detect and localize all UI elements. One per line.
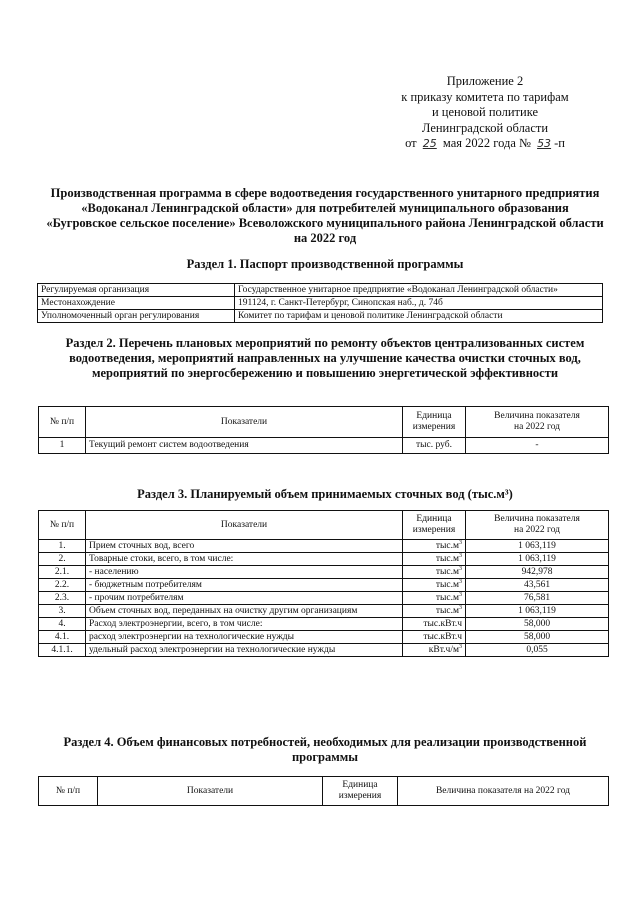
date-middle: мая 2022 года № — [442, 136, 531, 150]
header-unit-line1: Единица — [416, 514, 452, 524]
header-indicator: Показатели — [86, 407, 403, 438]
main-title — [40, 186, 610, 246]
row-name: - прочим потребителям — [86, 592, 403, 605]
row-unit: $тыс.м^3$ — [403, 540, 466, 553]
passport-table — [37, 283, 603, 323]
header-num: № п/п — [39, 511, 86, 540]
row-num: 4. — [39, 618, 86, 631]
row-unit: $тыс.м^3$ — [403, 605, 466, 618]
section1-title: Раздел 1. Паспорт производственной программы — [186, 257, 464, 271]
row-value: 76,581 — [466, 592, 609, 605]
row-value: 58,000 — [466, 631, 609, 644]
row-name: Расход электроэнергии, всего, в том числе: — [86, 618, 403, 631]
table-header-row — [39, 777, 609, 806]
section2-title-line1: Раздел 2. Перечень плановых мероприятий по ремонту объектов централизованных систем — [65, 336, 585, 350]
table-row — [39, 579, 609, 592]
header-value-line2: на 2022 год — [513, 525, 561, 535]
order-day: 25 — [422, 137, 437, 150]
section2-title-line2: водоотведения, мероприятий направленных на улучшение качества очистки сточных вод, — [69, 351, 581, 365]
header-unit-line2: измерения — [338, 791, 382, 801]
passport-label: Регулируемая организация — [38, 284, 235, 297]
appendix-line2: к приказу комитета по тарифам — [401, 89, 569, 104]
measures-table — [38, 406, 609, 454]
header-value-line1: Величина показателя — [494, 514, 580, 524]
section4-title-line1: Раздел 4. Объем финансовых потребностей, необходимых для реализации производственной — [63, 735, 587, 749]
table-header-row — [39, 407, 609, 438]
row-num: 2.3. — [39, 592, 86, 605]
row-num: 2.2. — [39, 579, 86, 592]
header-value — [466, 511, 609, 540]
section2-title — [40, 336, 610, 381]
row-unit: $тыс.м^3$ — [403, 592, 466, 605]
table-row — [39, 566, 609, 579]
passport-value: 191124, г. Санкт-Петербург, Синопская наб., д. 74б — [235, 297, 603, 310]
table-row — [39, 631, 609, 644]
passport-label: Уполномоченный орган регулирования — [38, 310, 235, 323]
table-row — [39, 605, 609, 618]
table-row — [39, 644, 609, 657]
appendix-line3: и ценовой политике — [431, 105, 539, 119]
passport-label: Местонахождение — [38, 297, 235, 310]
section2-title-line3: мероприятий по энергосбережению и повышению энергетической эффективности — [91, 366, 559, 380]
row-value: - — [466, 438, 609, 454]
header-unit-line2: измерения — [412, 422, 456, 432]
header-unit-line1: Единица — [416, 411, 452, 421]
row-num: 3. — [39, 605, 86, 618]
header-unit — [403, 511, 466, 540]
main-title-line2: «Водоканал Ленинградской области» для потребителей муниципального образования — [81, 201, 569, 215]
table-row — [39, 618, 609, 631]
date-prefix: от — [405, 136, 417, 150]
section4-title-line2: программы — [291, 750, 359, 764]
table-row — [39, 540, 609, 553]
header-unit — [323, 777, 398, 806]
row-name: Текущий ремонт систем водоотведения — [86, 438, 403, 454]
appendix-line4: Ленинградской области — [421, 120, 549, 135]
appendix-line1: Приложение 2 — [446, 74, 524, 88]
header-unit — [403, 407, 466, 438]
row-unit: $тыс.м^3$ — [403, 579, 466, 592]
row-name: Объем сточных вод, переданных на очистку другим организациям — [86, 605, 403, 618]
row-name: - бюджетным потребителям — [86, 579, 403, 592]
row-unit: $тыс.м^3$ — [403, 553, 466, 566]
row-num: 2. — [39, 553, 86, 566]
row-value: 58,000 — [466, 618, 609, 631]
order-suffix: -п — [554, 136, 565, 150]
table-row — [39, 438, 609, 454]
wastewater-table — [38, 510, 609, 657]
table-row — [38, 297, 603, 310]
row-unit: $тыс.м^3$ — [403, 566, 466, 579]
row-unit: тыс. руб. — [403, 438, 466, 454]
row-name: Прием сточных вод, всего — [86, 540, 403, 553]
header-unit-line2: измерения — [412, 525, 456, 535]
main-title-line1: Производственная программа в сфере водоотведения государственного унитарного предприятия — [50, 186, 600, 200]
row-num: 2.1. — [39, 566, 86, 579]
row-num: 4.1.1. — [39, 644, 86, 657]
passport-value: Комитет по тарифам и ценовой политике Ленинградской области — [235, 310, 603, 323]
row-num: 1 — [39, 438, 86, 454]
passport-value: Государственное унитарное предприятие «Водоканал Ленинградской области» — [235, 284, 603, 297]
row-value: 942,978 — [466, 566, 609, 579]
header-value-line1: Величина показателя — [494, 411, 580, 421]
table-row — [38, 310, 603, 323]
row-value: 1 063,119 — [466, 540, 609, 553]
table-row — [39, 553, 609, 566]
appendix-date-line — [385, 136, 585, 152]
header-unit-line1: Единица — [342, 780, 378, 790]
row-value: 0,055 — [466, 644, 609, 657]
section4-title — [40, 735, 610, 765]
finance-table — [38, 776, 609, 806]
row-num: 1. — [39, 540, 86, 553]
appendix-block — [385, 74, 585, 152]
section3-title: Раздел 3. Планируемый объем принимаемых сточных вод (тыс.м³) — [137, 487, 513, 501]
table-header-row — [39, 511, 609, 540]
order-number: 53 — [537, 137, 552, 150]
row-unit: тыс.кВт.ч — [403, 618, 466, 631]
header-num: № п/п — [39, 777, 98, 806]
main-title-line4: на 2022 год — [293, 231, 357, 245]
header-value-line2: на 2022 год — [513, 422, 561, 432]
header-value — [466, 407, 609, 438]
table-row — [39, 592, 609, 605]
row-name: удельный расход электроэнергии на технологические нужды — [86, 644, 403, 657]
row-value: 1 063,119 — [466, 605, 609, 618]
header-num: № п/п — [39, 407, 86, 438]
row-unit: тыс.кВт.ч — [403, 631, 466, 644]
header-value: Величина показателя на 2022 год — [398, 777, 609, 806]
row-name: - населению — [86, 566, 403, 579]
table-row — [38, 284, 603, 297]
header-indicator: Показатели — [98, 777, 323, 806]
row-unit: $кВт.ч/м^3$ — [403, 644, 466, 657]
row-num: 4.1. — [39, 631, 86, 644]
header-indicator: Показатели — [86, 511, 403, 540]
row-name: расход электроэнергии на технологические нужды — [86, 631, 403, 644]
row-value: 43,561 — [466, 579, 609, 592]
main-title-line3: «Бугровское сельское поселение» Всеволожского муниципального района Ленинградской области — [46, 216, 604, 230]
row-value: 1 063,119 — [466, 553, 609, 566]
row-name: Товарные стоки, всего, в том числе: — [86, 553, 403, 566]
